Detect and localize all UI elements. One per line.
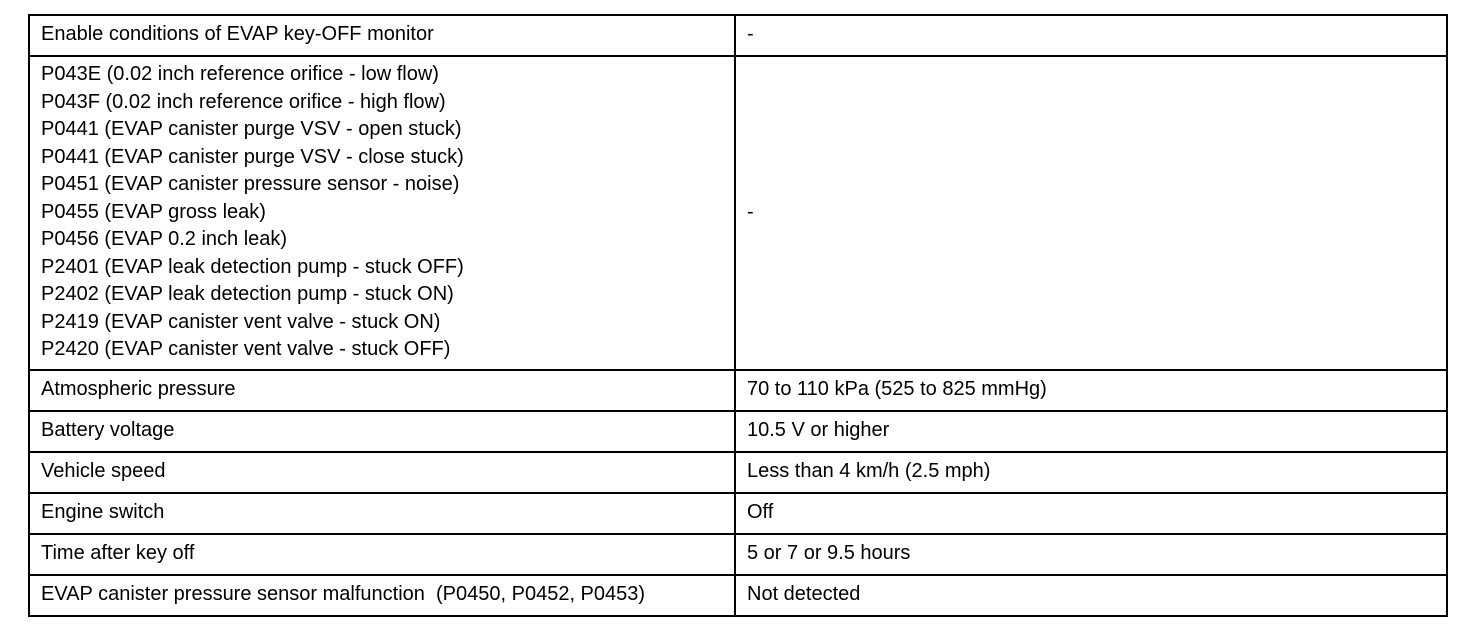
dtc-item: P0441 (EVAP canister purge VSV - close stuck) bbox=[41, 145, 464, 168]
dtc-item: P2402 (EVAP leak detection pump - stuck ON) bbox=[41, 283, 454, 305]
dtc-item: P043F (0.02 inch reference orifice - high flow) bbox=[41, 90, 446, 113]
condition-value: Less than 4 km/h (2.5 mph) bbox=[735, 452, 1447, 493]
table-row bbox=[29, 452, 1447, 493]
table-row bbox=[29, 534, 1447, 575]
table-row bbox=[29, 370, 1447, 411]
table-row bbox=[29, 493, 1447, 534]
condition-label: EVAP canister pressure sensor malfunction (P0450, P0452, P0453) bbox=[29, 575, 735, 616]
condition-value: 5 or 7 or 9.5 hours bbox=[735, 534, 1447, 575]
table-row bbox=[29, 56, 1447, 370]
table-row bbox=[29, 15, 1447, 56]
condition-label: Engine switch bbox=[29, 493, 735, 534]
condition-value: - bbox=[735, 15, 1447, 56]
condition-label: Time after key off bbox=[29, 534, 735, 575]
condition-value: 10.5 V or higher bbox=[735, 411, 1447, 452]
condition-value: Not detected bbox=[735, 575, 1447, 616]
dtc-item: P0451 (EVAP canister pressure sensor - noise) bbox=[41, 173, 460, 195]
condition-label: Enable conditions of EVAP key-OFF monitor bbox=[29, 15, 735, 56]
dtc-item: P2420 (EVAP canister vent valve - stuck OFF) bbox=[41, 338, 451, 360]
dtc-list-cell bbox=[29, 56, 735, 370]
condition-value: 70 to 110 kPa (525 to 825 mmHg) bbox=[735, 370, 1447, 411]
dtc-item: P2401 (EVAP leak detection pump - stuck OFF) bbox=[41, 255, 464, 278]
condition-value: Off bbox=[735, 493, 1447, 534]
condition-label: Vehicle speed bbox=[29, 452, 735, 493]
table-row bbox=[29, 575, 1447, 616]
dtc-item: P0455 (EVAP gross leak) bbox=[41, 200, 266, 223]
table-row bbox=[29, 411, 1447, 452]
dtc-item: P2419 (EVAP canister vent valve - stuck ON) bbox=[41, 310, 441, 333]
enable-conditions-table bbox=[28, 14, 1448, 617]
dtc-item: P043E (0.02 inch reference orifice - low flow) bbox=[41, 63, 439, 85]
condition-value: - bbox=[735, 56, 1447, 370]
dtc-item: P0456 (EVAP 0.2 inch leak) bbox=[41, 228, 288, 250]
condition-label: Atmospheric pressure bbox=[29, 370, 735, 411]
dtc-item: P0441 (EVAP canister purge VSV - open stuck) bbox=[41, 118, 462, 140]
condition-label: Battery voltage bbox=[29, 411, 735, 452]
